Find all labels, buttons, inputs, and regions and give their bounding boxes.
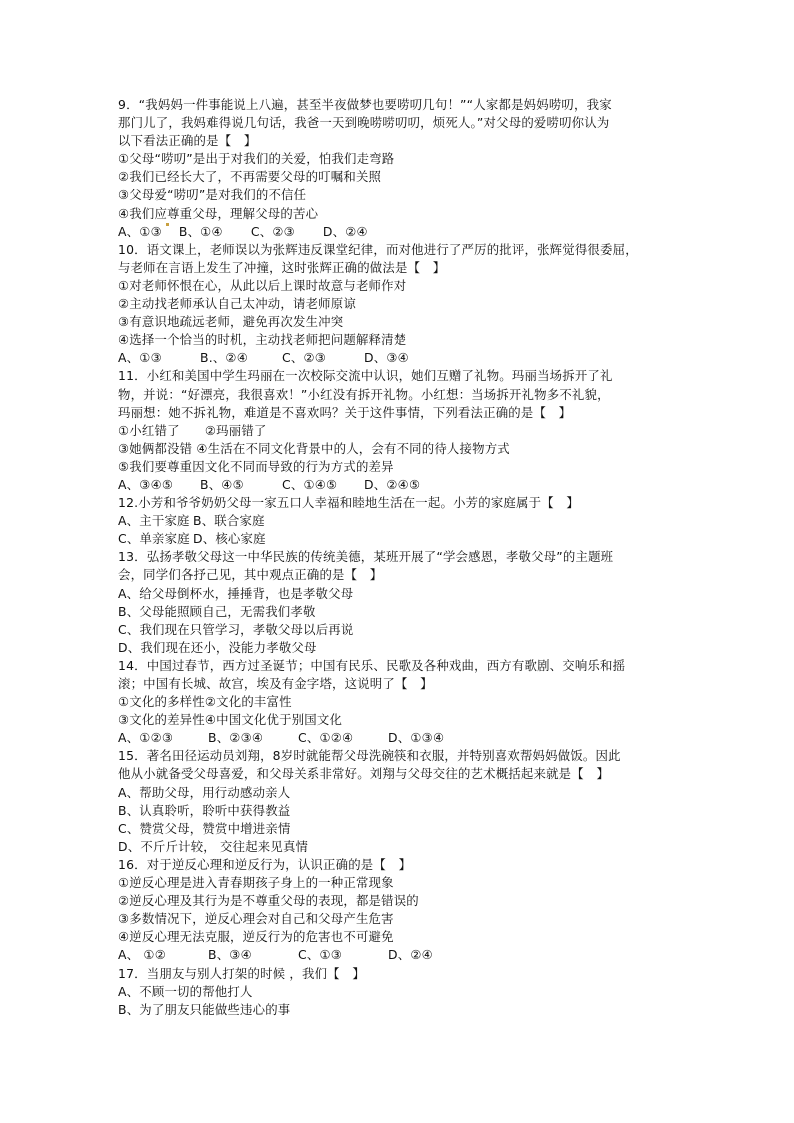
question-stem: 物，并说：“好漂亮，我很喜欢！”小红没有拆开礼物。小红想：当场拆开礼物多不礼貌， [118, 386, 610, 402]
question-stem: 10．语文课上，老师误以为张辉违反课堂纪律，而对他进行了严厉的批评，张辉觉得很委屈， [118, 241, 638, 257]
question-stem: 15．著名田径运动员刘翔，8岁时就能帮父母洗碗筷和衣服，并特别喜欢帮妈妈做饭。因此 [118, 748, 621, 764]
question-14 [118, 657, 678, 747]
option-c: C、赞赏父母，赞赏中增进亲情 [118, 820, 291, 836]
option-a: A、给父母倒杯水，捶捶背，也是孝敬父母 [118, 585, 354, 601]
option-b: B、认真聆听，聆听中获得教益 [118, 802, 291, 818]
option-a: A、帮助父母，用行动感动亲人 [118, 784, 291, 800]
option-d: D、②④ [322, 223, 368, 239]
statement: ①逆反心理是进入青春期孩子身上的一种正常现象 [118, 875, 394, 891]
option-b: B、父母能照顾自己，无需我们孝敬 [118, 603, 316, 619]
statement: ③她俩都没错 ④生活在不同文化背景中的人，会有不同的待人接物方式 [118, 440, 510, 456]
option-c: C、②③ [282, 350, 327, 366]
question-stem: 11．小红和美国中学生玛丽在一次校际交流中认识，她们互赠了礼物。玛丽当场拆开了礼 [118, 368, 613, 384]
statement: ②我们已经长大了，不再需要父母的叮嘱和关照 [118, 169, 382, 185]
option-a: A、不顾一切的帮他打人 [118, 983, 253, 999]
option-d: D、核心家庭 [193, 531, 266, 547]
option-a: A、①③ [118, 350, 162, 366]
question-stem: 与老师在言语上发生了冲撞，这时张辉正确的做法是【 】 [118, 259, 446, 275]
question-stem: 玛丽想：她不拆礼物，难道是不喜欢吗？关于这件事情，下列看法正确的是【 】 [118, 404, 572, 420]
answer-options [118, 476, 678, 494]
option-d: D、③④ [364, 350, 409, 366]
statement: ①父母“唠叨”是出于对我们的关爱，怕我们走弯路 [118, 151, 395, 167]
statement: ③文化的差异性④中国文化优于别国文化 [118, 712, 343, 728]
statement: ①小红错了 ②玛丽错了 [118, 422, 267, 438]
option-a: A、①②③ [118, 730, 174, 746]
option-c: C、我们现在只管学习，孝敬父母以后再说 [118, 621, 354, 637]
question-stem: 滚；中国有长城、故宫，埃及有金字塔，这说明了【 】 [118, 676, 433, 691]
option-d: D、我们现在还小，没能力孝敬父母 [118, 639, 317, 655]
question-9 [118, 96, 678, 241]
question-15 [118, 747, 678, 856]
option-b: B、①④ [178, 223, 223, 239]
statement: ①对老师怀恨在心，从此以后上课时故意与老师作对 [118, 277, 407, 293]
question-12 [118, 494, 678, 548]
statement: ②逆反心理及其行为是不尊重父母的表现，都是错误的 [118, 893, 419, 909]
option-a: A、主干家庭 [118, 513, 190, 529]
answer-options [118, 223, 678, 241]
question-stem: 12.小芳和爷爷奶奶父母一家五口人幸福和睦地生活在一起。小芳的家庭属于【 】 [118, 495, 579, 511]
question-stem: 以下看法正确的是【 】 [118, 133, 257, 149]
option-b: B、③④ [208, 947, 252, 963]
statement: ③有意识地疏远老师，避免再次发生冲突 [118, 314, 344, 330]
question-stem: 13．弘扬孝敬父母这一中华民族的传统美德，某班开展了“学会感恩，孝敬父母”的主题班 [118, 549, 614, 565]
question-stem: 14．中国过春节，西方过圣诞节；中国有民乐、民歌及各种戏曲，西方有歌剧、交响乐和摇 [118, 657, 626, 673]
option-d: D、①③④ [388, 730, 445, 746]
option-c: C、①②④ [298, 730, 354, 746]
statement: ①文化的多样性②文化的丰富性 [118, 694, 292, 710]
question-stem: 那门儿了，我妈难得说几句话，我爸一天到晚唠唠叨叨，烦死人。”对父母的爱唠叨你认为 [118, 115, 610, 131]
statement: ④我们应尊重父母，理解父母的苦心 [118, 205, 319, 221]
option-b: B.、②④ [200, 350, 249, 366]
answer-options-row [118, 530, 678, 548]
question-stem: 会，同学们各抒己见，其中观点正确的是【 】 [118, 567, 383, 583]
question-10 [118, 241, 678, 368]
statement: ②主动找老师承认自己太冲动，请老师原谅 [118, 296, 356, 312]
question-17 [118, 965, 678, 1019]
stray-mark [166, 223, 169, 226]
question-stem: 9．“我妈妈一件事能说上八遍，甚至半夜做梦也要唠叨几句！”“人家都是妈妈唠叨，我家 [118, 97, 612, 112]
option-b: B、为了朋友只能做些违心的事 [118, 1001, 291, 1017]
option-a: A、 ①② [118, 947, 167, 963]
exam-page [118, 96, 678, 1019]
option-a: A、①③ [118, 223, 162, 239]
question-stem: 他从小就备受父母喜爱，和父母关系非常好。刘翔与父母交往的艺术概括起来就是【 】 [118, 766, 610, 782]
answer-options-row [118, 512, 678, 530]
answer-options [118, 349, 678, 367]
question-11 [118, 367, 678, 494]
answer-options [118, 946, 678, 964]
statement: ③多数情况下，逆反心理会对自己和父母产生危害 [118, 911, 394, 927]
statement: ④逆反心理无法克服，逆反行为的危害也不可避免 [118, 929, 394, 945]
statement: ⑤我们要尊重因文化不同而导致的行为方式的差异 [118, 458, 394, 474]
option-d: D、②④⑤ [364, 476, 421, 492]
question-13 [118, 548, 678, 657]
statement: ③父母爱“唠叨”是对我们的不信任 [118, 187, 307, 203]
statement: ④选择一个恰当的时机，主动找老师把问题解释清楚 [118, 332, 407, 348]
question-stem: 16．对于逆反心理和逆反行为，认识正确的是【 】 [118, 856, 412, 872]
option-d: D、②④ [388, 947, 433, 963]
answer-options [118, 729, 678, 747]
option-c: C、②③ [250, 223, 295, 239]
option-c: C、①④⑤ [282, 476, 338, 492]
option-b: B、④⑤ [200, 476, 244, 492]
option-a: A、③④⑤ [118, 476, 174, 492]
option-c: C、单亲家庭 [118, 531, 190, 547]
option-b: B、联合家庭 [193, 513, 265, 529]
question-stem: 17．当朋友与别人打架的时候 ，我们【 】 [118, 965, 365, 981]
option-c: C、①③ [298, 947, 343, 963]
option-b: B、②③④ [208, 730, 264, 746]
option-d: D、不斤斤计较， 交往起来见真情 [118, 838, 309, 854]
question-16 [118, 856, 678, 965]
